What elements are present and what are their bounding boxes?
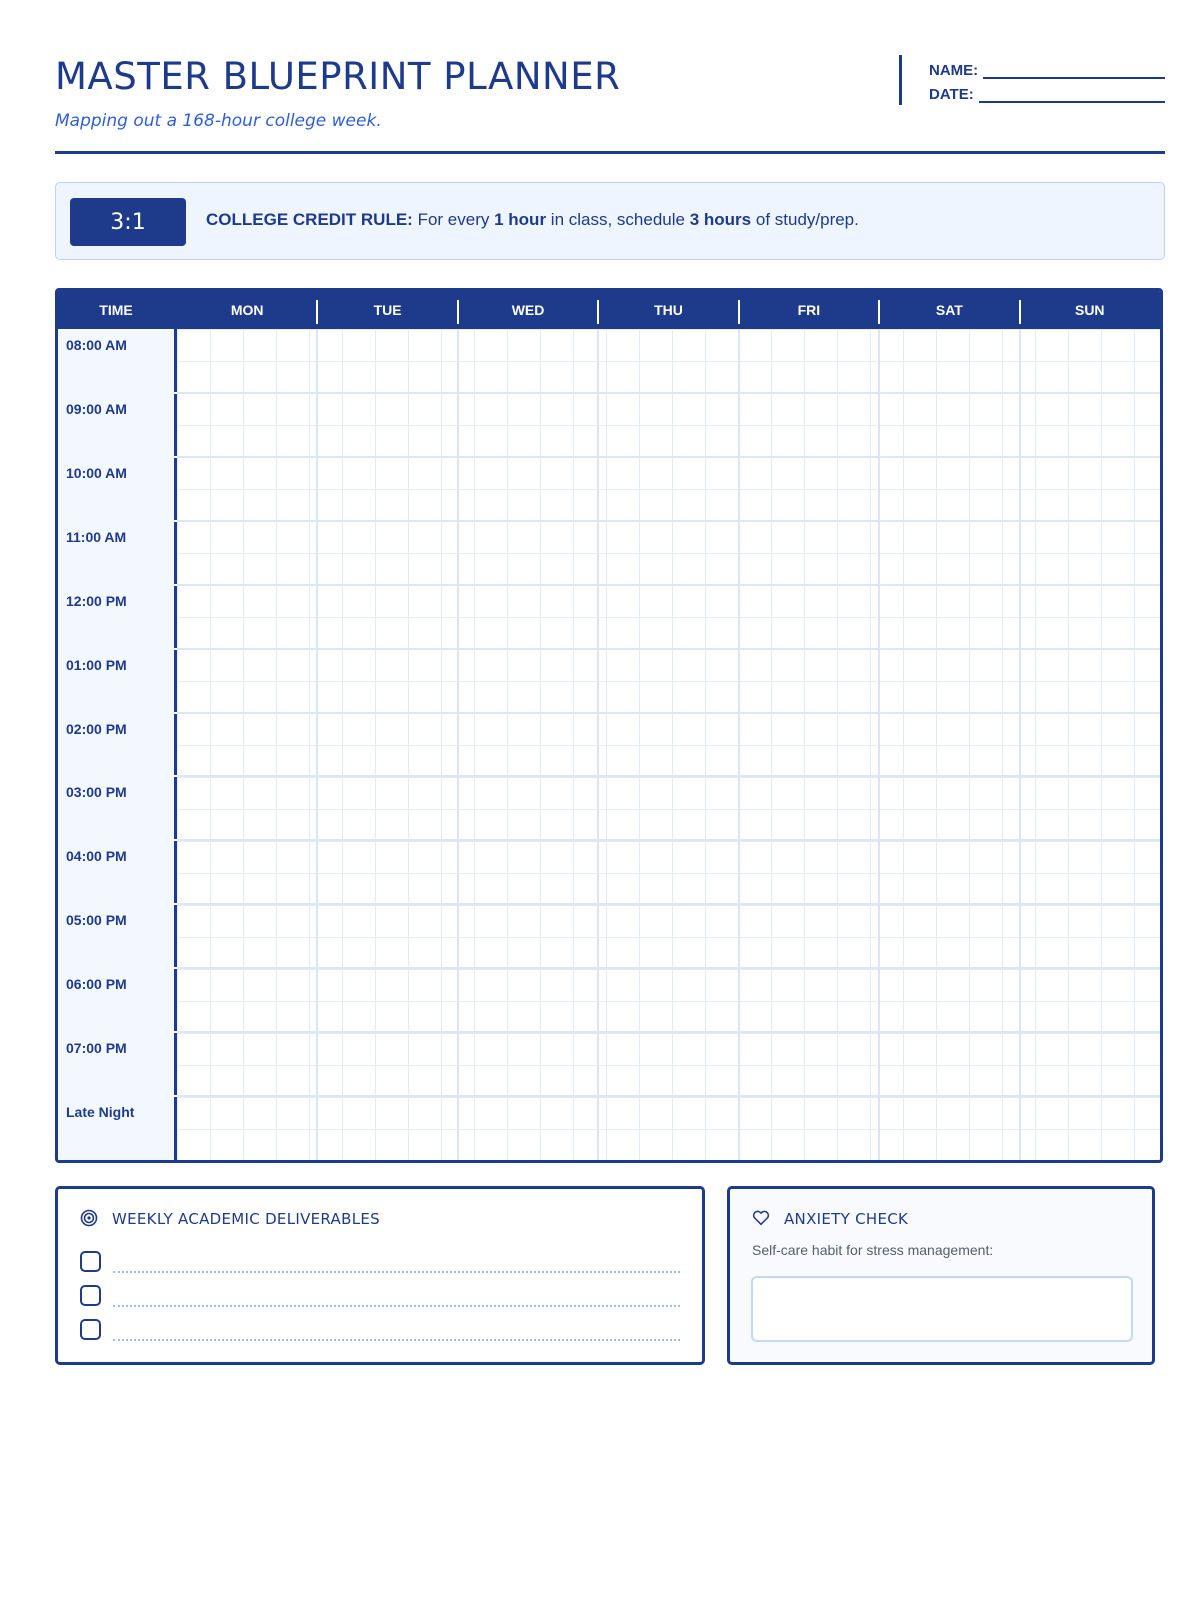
- day-column-divider: [1019, 329, 1021, 1160]
- weekly-deliverables-panel: [55, 1186, 705, 1365]
- day-header-wed: WED: [511, 302, 545, 318]
- time-slot-label: 06:00 PM: [66, 976, 127, 993]
- time-slot-label: 08:00 AM: [66, 337, 127, 353]
- time-slot-label: 02:00 PM: [66, 720, 127, 737]
- time-row-gap: [174, 392, 177, 394]
- hour-divider: [177, 903, 1160, 905]
- day-column-divider: [457, 329, 459, 1160]
- deliverable-item: [80, 1285, 680, 1307]
- time-slot-label: 10:00 AM: [66, 464, 127, 481]
- name-row: [929, 55, 1165, 79]
- deliverable-item: [80, 1319, 680, 1341]
- time-row-gap: [174, 967, 177, 969]
- time-slot-label: 01:00 PM: [66, 656, 127, 673]
- page-subtitle: Mapping out a 168-hour college week.: [55, 111, 382, 131]
- day-header-tue: TUE: [373, 302, 402, 318]
- date-field[interactable]: [979, 87, 1165, 103]
- schedule-cells[interactable]: [177, 329, 1160, 1160]
- time-row-gap: [174, 648, 177, 650]
- credit-rule-text: [206, 210, 859, 230]
- hour-divider: [177, 712, 1160, 714]
- time-slot-label: 03:00 PM: [66, 784, 127, 801]
- date-label: DATE:: [929, 86, 974, 103]
- day-header-mon: MON: [230, 302, 264, 318]
- time-row-gap: [174, 839, 177, 841]
- time-column-header: TIME: [99, 302, 133, 318]
- day-column-divider: [316, 329, 318, 1160]
- deliverable-line[interactable]: [113, 1271, 680, 1273]
- day-header-thu: THU: [654, 302, 683, 318]
- anxiety-title: ANXIETY CHECK: [784, 1210, 909, 1228]
- hour-divider: [177, 1095, 1160, 1097]
- deliverable-checkbox[interactable]: [80, 1285, 101, 1306]
- page-header: [55, 55, 1165, 155]
- day-header-sat: SAT: [935, 302, 963, 318]
- day-header-divider: [738, 300, 740, 324]
- heart-icon: [752, 1209, 770, 1227]
- time-slot-label: 11:00 AM: [66, 528, 127, 545]
- hour-divider: [177, 775, 1160, 777]
- time-slot-label: Late Night: [66, 1104, 135, 1121]
- deliverable-line[interactable]: [113, 1339, 680, 1341]
- deliverable-item: [80, 1251, 680, 1273]
- rule-text-part: of study/prep.: [755, 210, 859, 229]
- time-row-gap: [174, 1031, 177, 1033]
- hour-divider: [177, 520, 1160, 522]
- day-header-divider: [457, 300, 459, 324]
- time-slot-label: 09:00 AM: [66, 400, 127, 417]
- target-icon: [80, 1209, 98, 1227]
- rule-text-part: For every: [417, 210, 490, 229]
- page-title: MASTER BLUEPRINT PLANNER: [55, 55, 621, 98]
- day-column-divider: [738, 329, 740, 1160]
- ratio-badge: 3:1: [70, 198, 186, 246]
- header-divider: [55, 151, 1165, 154]
- date-row: [929, 79, 1165, 103]
- anxiety-check-panel: [727, 1186, 1155, 1365]
- time-slot-label: 12:00 PM: [66, 592, 127, 609]
- time-slot-label: 05:00 PM: [66, 912, 127, 929]
- time-column: [58, 329, 177, 1160]
- deliverable-checkbox[interactable]: [80, 1251, 101, 1272]
- time-row-gap: [174, 775, 177, 777]
- deliverable-line[interactable]: [113, 1305, 680, 1307]
- time-slot-label: 04:00 PM: [66, 848, 127, 865]
- name-label: NAME:: [929, 62, 979, 79]
- hour-divider: [177, 392, 1160, 394]
- time-row-gap: [174, 456, 177, 458]
- hour-divider: [177, 1031, 1160, 1033]
- rule-text-part: in class, schedule: [550, 210, 685, 229]
- day-header-sun: SUN: [1074, 302, 1105, 318]
- rule-study-hours: 3 hours: [689, 210, 752, 229]
- credit-rule-banner: [55, 182, 1165, 260]
- schedule-header-row: [58, 291, 1160, 329]
- time-row-gap: [174, 903, 177, 905]
- day-header-fri: FRI: [797, 302, 821, 318]
- hour-divider: [177, 648, 1160, 650]
- self-care-input[interactable]: [751, 1276, 1133, 1342]
- time-row-gap: [174, 584, 177, 586]
- hour-divider: [177, 967, 1160, 969]
- time-row-gap: [174, 1095, 177, 1097]
- day-header-divider: [316, 300, 318, 324]
- credit-rule-label: COLLEGE CREDIT RULE:: [206, 210, 413, 229]
- hour-divider: [177, 456, 1160, 458]
- deliverable-checkbox[interactable]: [80, 1319, 101, 1340]
- rule-class-hours: 1 hour: [494, 210, 547, 229]
- hour-divider: [177, 584, 1160, 586]
- deliverables-title: WEEKLY ACADEMIC DELIVERABLES: [112, 1210, 380, 1228]
- time-row-gap: [174, 520, 177, 522]
- day-column-divider: [878, 329, 880, 1160]
- name-date-block: [899, 55, 1165, 105]
- day-header-divider: [1019, 300, 1021, 324]
- time-slot-label: 07:00 PM: [66, 1040, 127, 1057]
- day-header-divider: [597, 300, 599, 324]
- day-header-divider: [878, 300, 880, 324]
- weekly-schedule-grid: [55, 288, 1163, 1163]
- hour-divider: [177, 839, 1160, 841]
- day-column-divider: [597, 329, 599, 1160]
- anxiety-subtitle: Self-care habit for stress management:: [752, 1242, 994, 1258]
- time-row-gap: [174, 712, 177, 714]
- name-field[interactable]: [983, 63, 1165, 79]
